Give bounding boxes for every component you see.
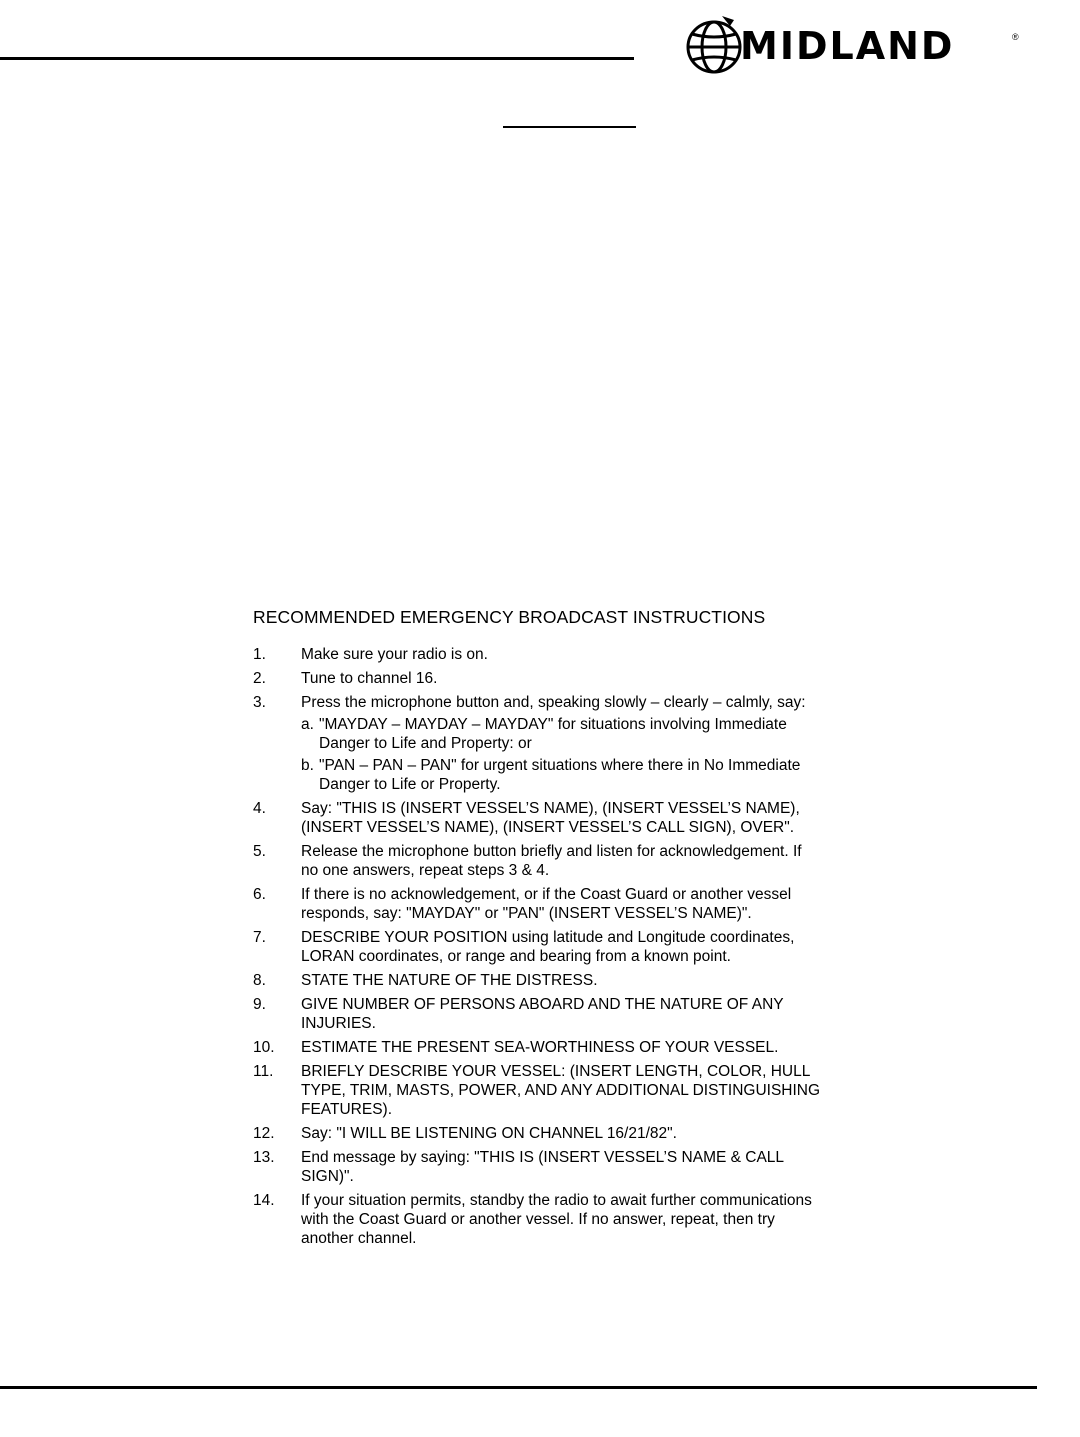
item-text: DESCRIBE YOUR POSITION using latitude and Longitude coordinates, LORAN coordinates, or range and bearing from a known point. bbox=[301, 929, 795, 965]
sub-item-text: "MAYDAY – MAYDAY – MAYDAY" for situations involving Immediate Danger to Life and Property: or bbox=[319, 716, 787, 752]
item-number: 9. bbox=[253, 996, 266, 1013]
item-number: 11. bbox=[253, 1063, 274, 1080]
item-body bbox=[301, 799, 823, 837]
instructions-title: RECOMMENDED EMERGENCY BROADCAST INSTRUCTIONS bbox=[253, 607, 766, 627]
item-body bbox=[301, 693, 823, 794]
list-item bbox=[253, 1124, 823, 1143]
item-text: Say: "I WILL BE LISTENING ON CHANNEL 16/21/82". bbox=[301, 1125, 677, 1142]
list-item bbox=[253, 842, 823, 880]
item-text: End message by saying: "THIS IS (INSERT VESSEL’S NAME & CALL SIGN)". bbox=[301, 1149, 784, 1185]
item-number: 3. bbox=[253, 694, 266, 711]
list-item bbox=[253, 928, 823, 966]
item-body bbox=[301, 1038, 823, 1057]
item-body bbox=[301, 995, 823, 1033]
item-number: 6. bbox=[253, 886, 266, 903]
list-item bbox=[253, 995, 823, 1033]
list-item bbox=[253, 971, 823, 990]
item-number: 8. bbox=[253, 972, 266, 989]
list-item bbox=[253, 669, 823, 688]
item-text: Make sure your radio is on. bbox=[301, 646, 488, 663]
item-number: 1. bbox=[253, 646, 266, 663]
item-text: BRIEFLY DESCRIBE YOUR VESSEL: (INSERT LENGTH, COLOR, HULL TYPE, TRIM, MASTS, POWER, AND ANY ADDITIONAL DISTINGUISHING FEATURES). bbox=[301, 1063, 821, 1118]
list-item bbox=[253, 1038, 823, 1057]
logo-wordmark: MIDLAND bbox=[740, 24, 955, 68]
sub-item-text: "PAN – PAN – PAN" for urgent situations where there in No Immediate Danger to Life or Property. bbox=[319, 757, 801, 793]
instructions-list bbox=[253, 645, 823, 1248]
item-text: If there is no acknowledgement, or if the Coast Guard or another vessel responds, say: "MAYDAY" or "PAN" (INSERT VESSEL’S NAME)". bbox=[301, 886, 792, 922]
header-rule bbox=[0, 57, 634, 60]
item-body bbox=[301, 928, 823, 966]
list-item bbox=[253, 885, 823, 923]
item-text: Release the microphone button briefly and listen for acknowledgement. If no one answers, repeat steps 3 & 4. bbox=[301, 843, 802, 879]
list-item bbox=[253, 799, 823, 837]
item-text: ESTIMATE THE PRESENT SEA-WORTHINESS OF YOUR VESSEL. bbox=[301, 1039, 779, 1056]
list-item bbox=[253, 1191, 823, 1248]
item-number: 10. bbox=[253, 1039, 275, 1056]
item-text: If your situation permits, standby the radio to await further communications with the Coast Guard or another vessel. If no answer, repeat, then try another channel. bbox=[301, 1192, 812, 1247]
item-number: 7. bbox=[253, 929, 266, 946]
title-underline bbox=[503, 126, 636, 128]
item-text: STATE THE NATURE OF THE DISTRESS. bbox=[301, 972, 598, 989]
item-body bbox=[301, 1148, 823, 1186]
item-body bbox=[301, 1062, 823, 1119]
list-item bbox=[253, 693, 823, 794]
list-item bbox=[253, 1148, 823, 1186]
footer-rule bbox=[0, 1386, 1037, 1389]
item-body bbox=[301, 1191, 823, 1248]
item-body bbox=[301, 645, 823, 664]
item-number: 2. bbox=[253, 670, 266, 687]
item-body bbox=[301, 842, 823, 880]
sub-item-letter: b. bbox=[301, 757, 314, 774]
item-number: 14. bbox=[253, 1192, 275, 1209]
registered-mark: ® bbox=[1012, 32, 1019, 42]
item-text: GIVE NUMBER OF PERSONS ABOARD AND THE NATURE OF ANY INJURIES. bbox=[301, 996, 784, 1032]
item-body bbox=[301, 669, 823, 688]
emergency-instructions bbox=[253, 608, 823, 1253]
sub-item-letter: a. bbox=[301, 716, 314, 733]
sub-item bbox=[301, 715, 823, 753]
item-text: Press the microphone button and, speaking slowly – clearly – calmly, say: bbox=[301, 694, 806, 711]
item-body bbox=[301, 1124, 823, 1143]
item-number: 12. bbox=[253, 1125, 275, 1142]
item-text: Say: "THIS IS (INSERT VESSEL’S NAME), (INSERT VESSEL’S NAME), (INSERT VESSEL’S NAME), (INSERT VESSEL’S CALL SIGN), OVER". bbox=[301, 800, 800, 836]
midland-logo bbox=[680, 10, 1025, 80]
item-text: Tune to channel 16. bbox=[301, 670, 438, 687]
item-body bbox=[301, 885, 823, 923]
item-number: 13. bbox=[253, 1149, 275, 1166]
list-item bbox=[253, 1062, 823, 1119]
item-number: 4. bbox=[253, 800, 266, 817]
item-body bbox=[301, 971, 823, 990]
sub-item bbox=[301, 756, 823, 794]
item-number: 5. bbox=[253, 843, 266, 860]
list-item bbox=[253, 645, 823, 664]
